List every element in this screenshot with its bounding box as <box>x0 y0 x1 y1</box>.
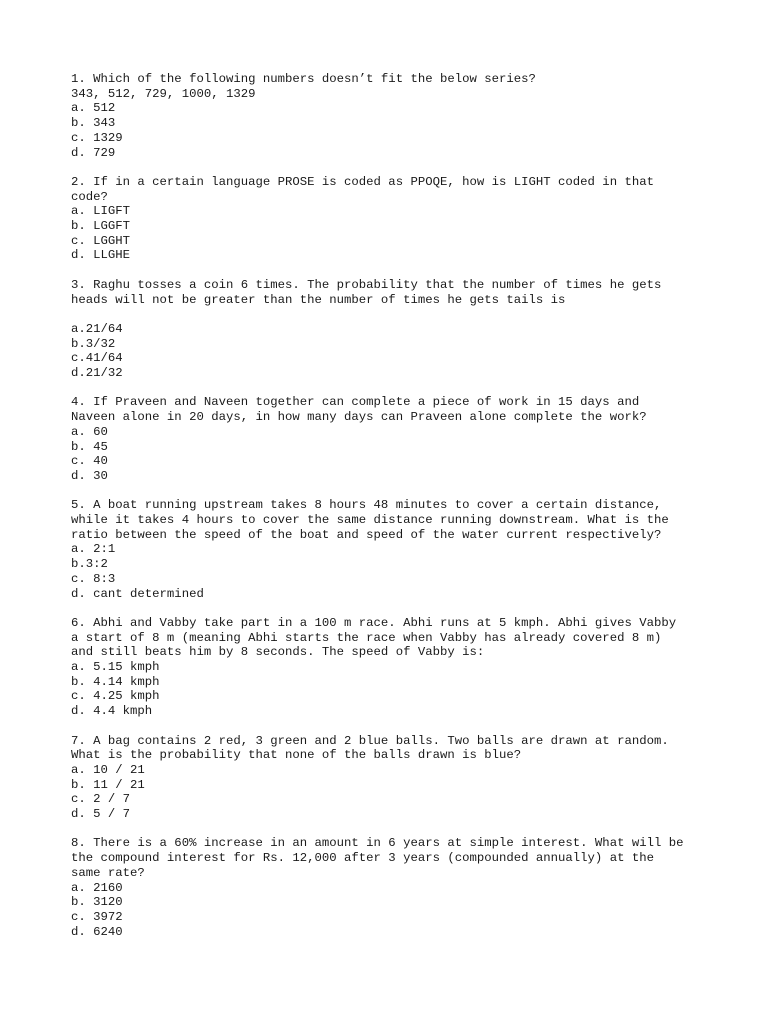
question-8 <box>71 836 711 939</box>
option-a: a. 60 <box>71 424 108 439</box>
question-5 <box>71 498 711 601</box>
question-text: 5. A boat running upstream takes 8 hours 48 minutes to cover a certain distance, while it takes 4 hours to cover the same distance running downstream. What is the ratio between the speed of the boat and speed of the water current respectively? <box>71 498 669 542</box>
option-c: c.41/64 <box>71 351 123 366</box>
option-b: b.3/32 <box>71 336 116 351</box>
option-b: b. LGGFT <box>71 219 131 234</box>
option-a: a. 2160 <box>71 880 123 895</box>
option-c: c. LGGHT <box>71 233 131 248</box>
question-sheet <box>71 72 711 954</box>
option-c: c. 1329 <box>71 130 123 145</box>
option-d: d. 30 <box>71 468 108 483</box>
option-c: c. 3972 <box>71 909 123 924</box>
option-a: a. LIGFT <box>71 204 131 219</box>
option-b: b. 3120 <box>71 895 123 910</box>
blank-line <box>71 307 711 322</box>
question-text: 6. Abhi and Vabby take part in a 100 m race. Abhi runs at 5 kmph. Abhi gives Vabby a start of 8 m (meaning Abhi starts the race when Vabby has already covered 8 m) and still beats him by 8 seconds. The speed of Vabby is: <box>71 615 677 660</box>
option-d: d. 729 <box>71 145 116 160</box>
option-b: b. 4.14 kmph <box>71 674 160 689</box>
question-text: 8. There is a 60% increase in an amount in 6 years at simple interest. What will be the compound interest for Rs. 12,000 after 3 years (compounded annually) at the same rate? <box>71 836 684 880</box>
option-b: b. 45 <box>71 439 108 454</box>
option-b: b. 343 <box>71 116 116 131</box>
option-d: d. 4.4 kmph <box>71 704 153 719</box>
option-c: c. 8:3 <box>71 571 116 586</box>
option-c: c. 2 / 7 <box>71 792 131 807</box>
option-b: b.3:2 <box>71 557 108 572</box>
question-3 <box>71 278 711 381</box>
question-6 <box>71 616 711 719</box>
option-a: a. 5.15 kmph <box>71 660 160 675</box>
option-b: b. 11 / 21 <box>71 777 145 792</box>
question-text: 7. A bag contains 2 red, 3 green and 2 blue balls. Two balls are drawn at random. What is the probability that none of the balls drawn is blue? <box>71 733 669 763</box>
question-4 <box>71 395 711 483</box>
question-7 <box>71 734 711 822</box>
option-a: a. 2:1 <box>71 542 116 557</box>
option-c: c. 4.25 kmph <box>71 689 160 704</box>
question-text: 2. If in a certain language PROSE is coded as PPOQE, how is LIGHT coded in that code? <box>71 174 654 204</box>
question-text: 3. Raghu tosses a coin 6 times. The probability that the number of times he gets heads will not be greater than the number of times he gets tails is <box>71 277 662 307</box>
option-c: c. 40 <box>71 454 108 469</box>
option-a: a. 10 / 21 <box>71 762 145 777</box>
option-a: a.21/64 <box>71 321 123 336</box>
option-d: d. 5 / 7 <box>71 807 131 822</box>
option-a: a. 512 <box>71 101 116 116</box>
option-d: d. 6240 <box>71 924 123 939</box>
question-text: 4. If Praveen and Naveen together can complete a piece of work in 15 days and Naveen alone in 20 days, in how many days can Praveen alone complete the work? <box>71 395 647 425</box>
option-d: d. cant determined <box>71 586 204 601</box>
question-1 <box>71 72 711 160</box>
option-d: d.21/32 <box>71 366 123 381</box>
question-2 <box>71 175 711 263</box>
question-text: 1. Which of the following numbers doesn’t fit the below series? 343, 512, 729, 1000, 1329 <box>71 72 536 101</box>
option-d: d. LLGHE <box>71 248 131 263</box>
